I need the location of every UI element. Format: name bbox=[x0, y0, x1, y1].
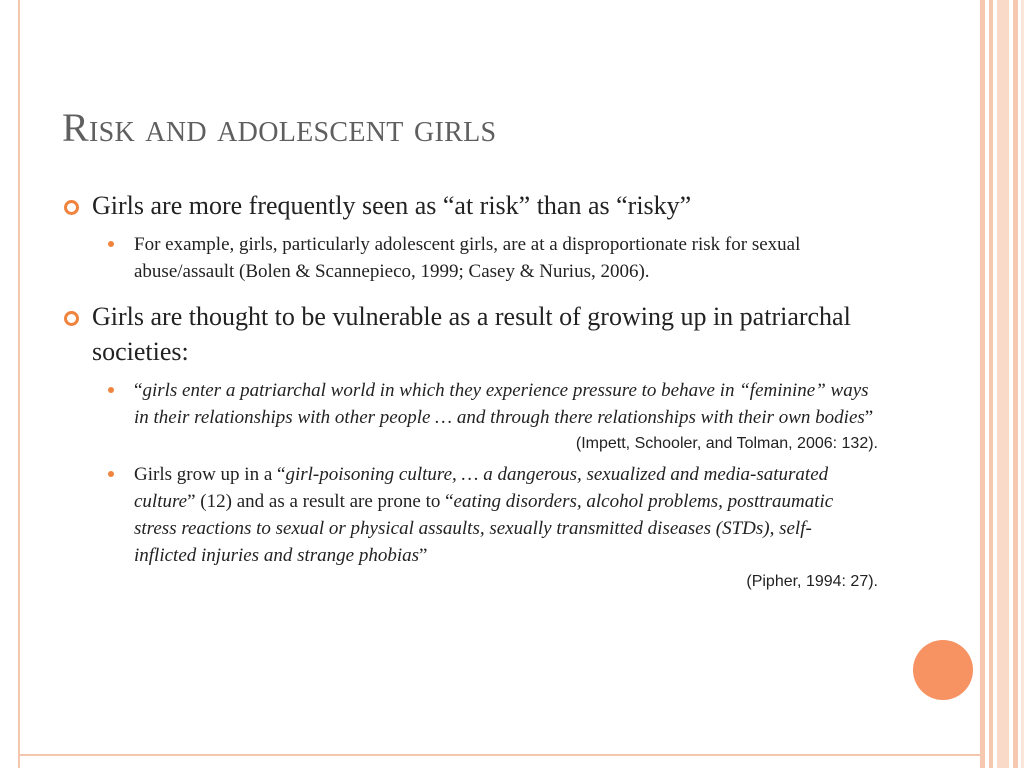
bullet-2-sub-2 bbox=[134, 461, 874, 569]
slide-content bbox=[62, 188, 892, 599]
dot-bullet-icon bbox=[108, 471, 114, 477]
quote-open: “ bbox=[134, 380, 143, 401]
stripe bbox=[989, 0, 993, 768]
sub-2-part5: ” bbox=[419, 545, 428, 566]
bullet-1-sub-1 bbox=[134, 231, 874, 285]
citation-impett: (Impett, Schooler, and Tolman, 2006: 132). bbox=[575, 435, 878, 452]
sub-2-part1: Girls grow up in a “ bbox=[134, 464, 286, 485]
dot-bullet-icon bbox=[108, 387, 114, 393]
bullet-1-text: Girls are more frequently seen as “at risk” than as “risky” bbox=[92, 191, 692, 220]
right-stripe-border bbox=[980, 0, 1024, 768]
bullet-1-sub-1-text: For example, girls, particularly adolescent girls, are at a disproportionate risk for sexual abuse/assault (Bolen & Scannepieco, 1999; Casey & Nurius, 2006). bbox=[134, 234, 801, 282]
sub-2-part2: girl-poisoning culture, … a dangerous, sexualized and media-saturated culture bbox=[134, 464, 829, 512]
stripe bbox=[997, 0, 1009, 768]
ring-bullet-icon bbox=[64, 200, 79, 215]
stripe bbox=[1013, 0, 1018, 768]
bullet-2-text: Girls are thought to be vulnerable as a result of growing up in patriarchal societies: bbox=[92, 302, 851, 366]
stripe bbox=[980, 0, 985, 768]
quote-text: girls enter a patriarchal world in which they experience pressure to behave in “feminine” ways in their relationships with other people … and through there relationships with their own bodies bbox=[134, 380, 869, 428]
bullet-2-sub-1 bbox=[134, 377, 874, 431]
decorative-circle bbox=[913, 640, 973, 700]
frame-bottom-line bbox=[18, 754, 980, 756]
citation-pipher: (Pipher, 1994: 27). bbox=[746, 573, 878, 590]
dot-bullet-icon bbox=[108, 241, 114, 247]
slide-title: Risk and adolescent girls bbox=[62, 105, 497, 150]
sub-2-part3: ” (12) and as a result are prone to “ bbox=[187, 491, 454, 512]
bullet-1 bbox=[62, 188, 892, 223]
frame-left-line bbox=[18, 0, 20, 768]
sub-2-part4: eating disorders, alcohol problems, posttraumatic stress reactions to sexual or physical assaults, sexually transmitted diseases (STDs), self-inflicted injuries and strange phobias bbox=[134, 491, 834, 566]
bullet-2 bbox=[62, 299, 892, 369]
ring-bullet-icon bbox=[64, 311, 79, 326]
quote-close: ” bbox=[864, 407, 874, 428]
